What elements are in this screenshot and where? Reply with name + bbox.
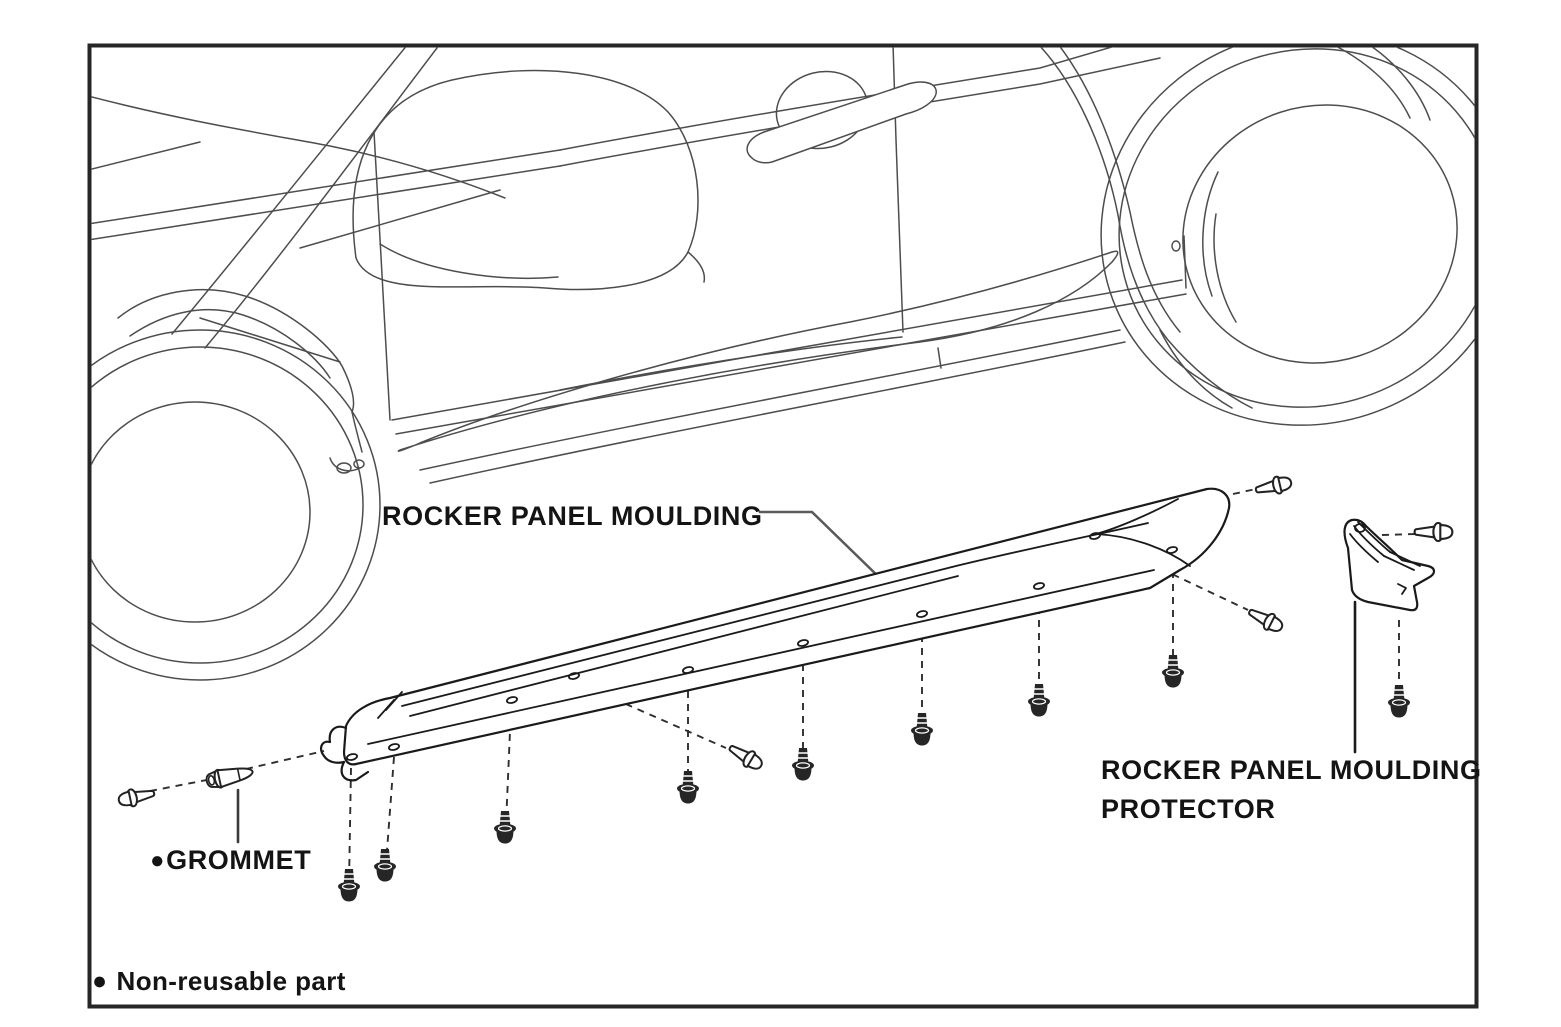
dashed-line — [386, 757, 394, 864]
legend-non-reusable-part — [92, 966, 346, 997]
fasteners — [117, 474, 1452, 902]
screw — [911, 713, 933, 746]
dashed-line — [1233, 489, 1256, 494]
callout-protector-line2: PROTECTOR — [1101, 794, 1276, 824]
push-pin — [117, 785, 156, 809]
fender-belt-line — [88, 150, 560, 224]
non-reusable-bullet-icon: ● — [92, 967, 108, 995]
screw — [338, 869, 360, 902]
screw — [374, 849, 396, 882]
callout-grommet — [150, 841, 311, 880]
push-pin — [1254, 474, 1293, 499]
screw — [494, 811, 516, 844]
a-pillar — [172, 44, 408, 334]
push-pin — [1246, 604, 1286, 636]
callout-protector-line1: ROCKER PANEL MOULDING — [1101, 755, 1482, 785]
screw — [1028, 684, 1050, 717]
a-pillar-2 — [205, 44, 440, 348]
door-bottom-line-2 — [396, 294, 1186, 434]
push-pin — [1415, 523, 1453, 541]
callout-grommet-text: GROMMET — [166, 845, 312, 875]
dashed-line — [1382, 534, 1416, 535]
fender-belt-line-2 — [88, 166, 560, 240]
screw — [677, 771, 699, 804]
front-door-seam — [374, 132, 390, 420]
callout-rocker-panel-moulding: ROCKER PANEL MOULDING — [382, 501, 763, 531]
sill-seam-tick — [938, 348, 941, 368]
sill-line — [420, 330, 1120, 470]
screw — [792, 748, 814, 781]
moulding-end-hook — [321, 727, 346, 763]
dashed-line — [150, 779, 212, 791]
hood-crease — [88, 142, 200, 170]
push-pin — [726, 740, 766, 773]
car-illustration — [20, 0, 1561, 680]
grommet-part — [205, 763, 254, 790]
dashed-line — [246, 751, 324, 769]
front-wheel — [20, 290, 380, 680]
door-bottom-line — [392, 280, 1182, 420]
dashed-line — [349, 768, 351, 884]
rear-wheel — [1038, 0, 1561, 479]
non-reusable-bullet-icon: ● — [150, 847, 166, 874]
screw — [1162, 655, 1184, 688]
side-mirror — [353, 70, 704, 289]
screw — [1388, 685, 1410, 718]
legend-text: Non-reusable part — [116, 966, 346, 996]
callout-rocker-panel-moulding-protector — [1101, 751, 1482, 829]
leader-line-moulding — [760, 512, 884, 582]
fender-crease — [300, 190, 500, 248]
installed-rocker-moulding — [398, 251, 1117, 451]
